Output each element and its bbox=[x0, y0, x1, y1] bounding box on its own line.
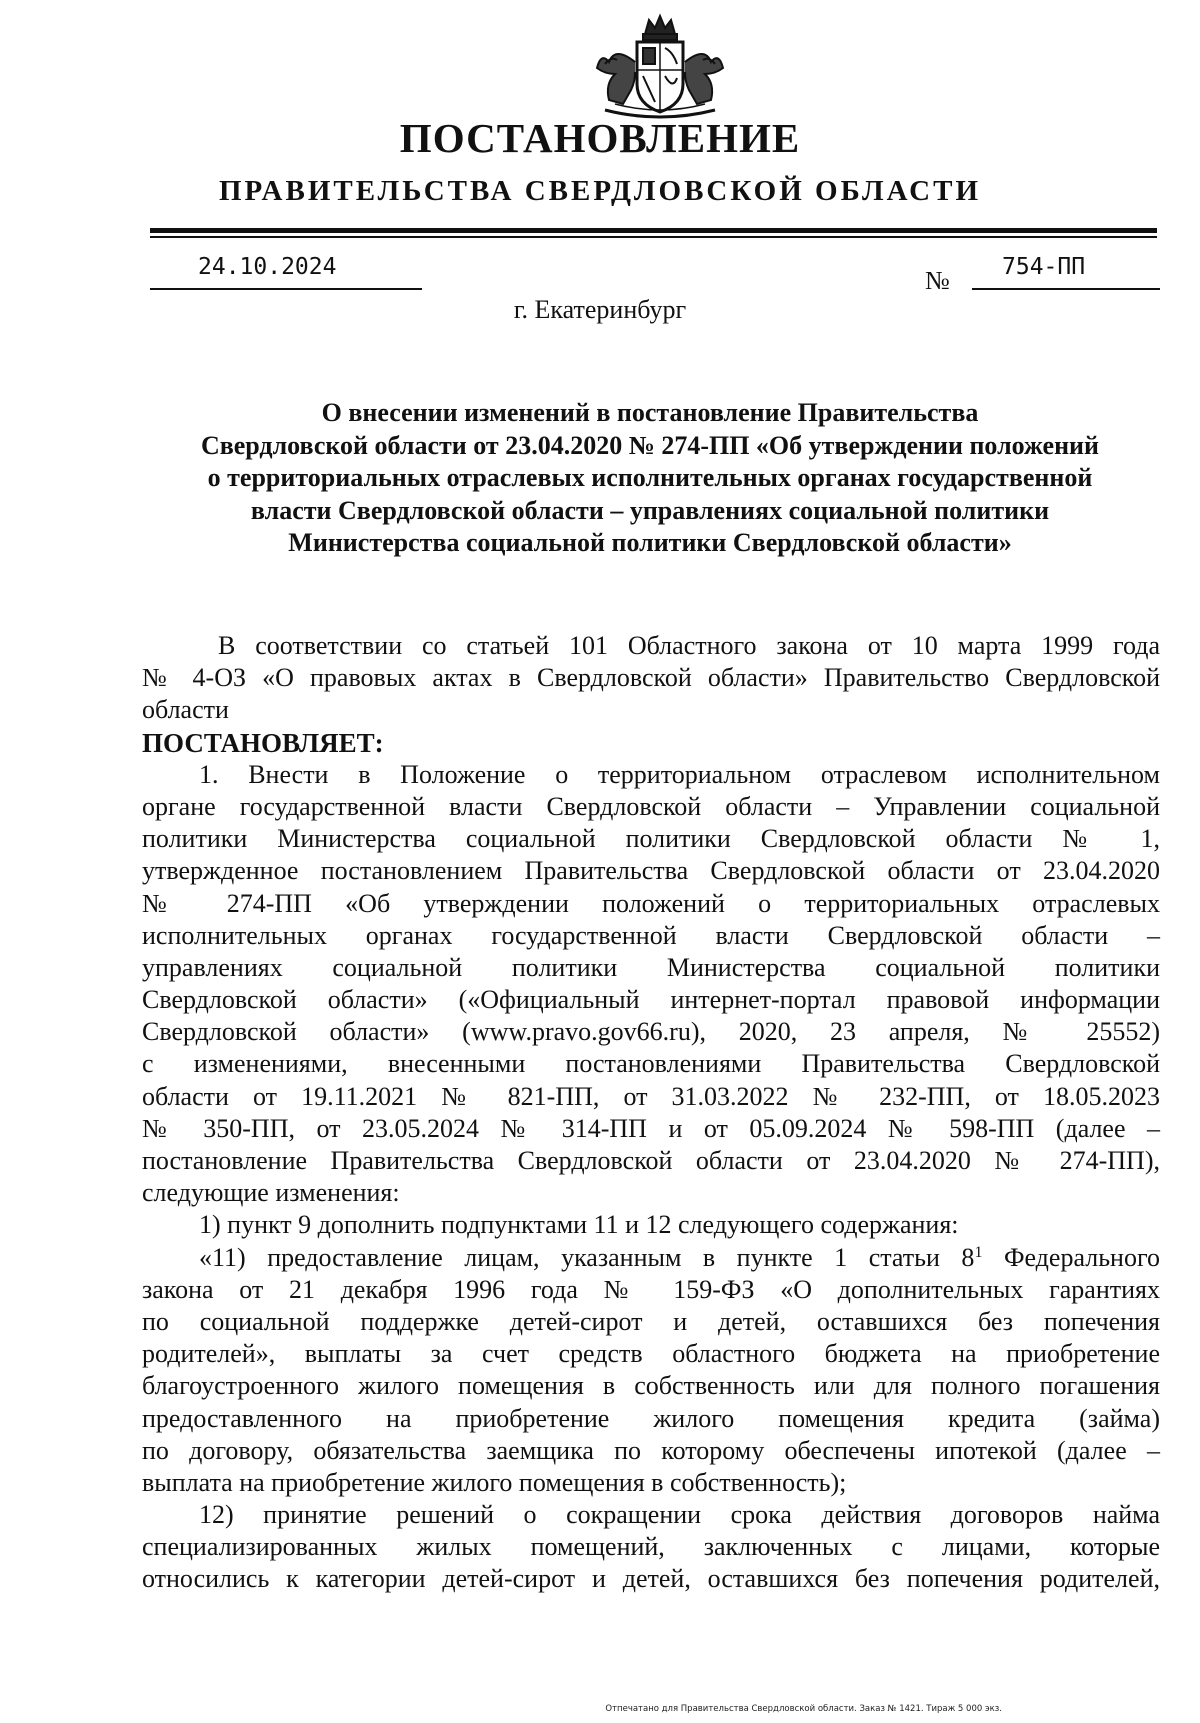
subitem1-line: 1) пункт 9 дополнить подпунктами 11 и 12 следующего содержания: bbox=[199, 1210, 959, 1240]
item1-line: 1. Внести в Положение о территориальном отраслевом исполнительном bbox=[199, 759, 1160, 789]
heading-line: Свердловской области от 23.04.2020 № 274-ПП «Об утверждении положений bbox=[200, 430, 1100, 460]
document-title: ПОСТАНОВЛЕНИЕ bbox=[399, 115, 801, 161]
subitem11-text: Федерального bbox=[982, 1242, 1160, 1272]
item1-line: исполнительных органах государственной власти Свердловской области – bbox=[142, 920, 1160, 950]
item1-line: следующие изменения: bbox=[142, 1178, 400, 1208]
item1-line: с изменениями, внесенными постановлениями Правительства Свердловской bbox=[142, 1049, 1160, 1079]
preamble-line: области bbox=[142, 695, 229, 725]
item1-line: Свердловской области» (www.pravo.gov66.ru), 2020, 23 апреля, № 25552) bbox=[142, 1017, 1160, 1047]
item1-line: Свердловской области» («Официальный интернет-портал правовой информации bbox=[142, 985, 1160, 1015]
number-underline bbox=[972, 288, 1160, 290]
date-underline bbox=[150, 288, 422, 290]
item1-line: № 274-ПП «Об утверждении положений о территориальных отраслевых bbox=[142, 888, 1160, 918]
item1-line: управлениях социальной политики Министерства социальной политики bbox=[142, 952, 1160, 982]
subitem11-line: по социальной поддержке детей-сирот и детей, оставшихся без попечения bbox=[142, 1306, 1160, 1336]
header-divider-thick bbox=[150, 228, 1157, 233]
subitem11-text: «11) предоставление лицам, указанным в пункте 1 статьи 8 bbox=[199, 1242, 975, 1272]
subitem12-line: 12) принятие решений о сокращении срока действия договоров найма bbox=[199, 1500, 1160, 1530]
subitem11-first-line bbox=[142, 1242, 1160, 1274]
header-divider-thin bbox=[150, 236, 1157, 238]
item1-line: № 350-ПП, от 23.05.2024 № 314-ПП и от 05.09.2024 № 598-ПП (далее – bbox=[142, 1113, 1160, 1143]
item1-line: политики Министерства социальной политики Свердловской области № 1, bbox=[142, 824, 1160, 854]
item1-line: органе государственной власти Свердловской области – Управлении социальной bbox=[142, 791, 1160, 821]
document-subtitle: ПРАВИТЕЛЬСТВА СВЕРДЛОВСКОЙ ОБЛАСТИ bbox=[218, 175, 982, 207]
preamble-line: В соответствии со статьей 101 Областного закона от 10 марта 1999 года bbox=[218, 631, 1160, 660]
subitem11-line: по договору, обязательства заемщика по которому обеспечены ипотекой (далее – bbox=[142, 1435, 1160, 1465]
decree-heading bbox=[140, 397, 1160, 560]
subitem11-line: выплата на приобретение жилого помещения в собственность); bbox=[142, 1467, 847, 1497]
city-name: г. Екатеринбург bbox=[513, 295, 687, 324]
number-sign: № bbox=[925, 266, 950, 295]
decree-number: 754-ПП bbox=[1002, 254, 1086, 280]
article-superscript: 1 bbox=[974, 1243, 983, 1261]
decree-word: ПОСТАНОВЛЯЕТ: bbox=[142, 727, 384, 758]
subitem11-line: закона от 21 декабря 1996 года № 159-ФЗ «О дополнительных гарантиях bbox=[142, 1274, 1160, 1304]
heading-line: о территориальных отраслевых исполнительных органах государственной bbox=[207, 463, 1093, 492]
item1-line: области от 19.11.2021 № 821-ПП, от 31.03.2022 № 232-ПП, от 18.05.2023 bbox=[142, 1081, 1160, 1111]
item1-line: утвержденное постановлением Правительства Свердловской области от 23.04.2020 bbox=[142, 856, 1160, 886]
print-footer: Отпечатано для Правительства Свердловской области. Заказ № 1421. Тираж 5 000 экз. bbox=[605, 1704, 1002, 1714]
item1-line: постановление Правительства Свердловской области от 23.04.2020 № 274-ПП), bbox=[142, 1146, 1160, 1175]
subitem11-line: родителей», выплаты за счет средств областного бюджета на приобретение bbox=[142, 1339, 1160, 1369]
document-body bbox=[142, 630, 1160, 1596]
heading-line: власти Свердловской области – управлениях социальной политики bbox=[250, 495, 1050, 525]
decree-date: 24.10.2024 bbox=[198, 254, 337, 280]
coat-of-arms-icon bbox=[575, 12, 745, 124]
preamble-line: № 4-ОЗ «О правовых актах в Свердловской области» Правительство Свердловской bbox=[142, 663, 1160, 693]
subitem11-line: благоустроенного жилого помещения в собственность или для полного погашения bbox=[142, 1371, 1160, 1401]
subitem11-line: предоставленного на приобретение жилого помещения кредита (займа) bbox=[142, 1403, 1160, 1433]
heading-line: Министерства социальной политики Свердловской области» bbox=[288, 528, 1012, 557]
heading-line: О внесении изменений в постановление Правительства bbox=[321, 398, 979, 427]
subitem12-line: относились к категории детей-сирот и детей, оставшихся без попечения родителей, bbox=[142, 1564, 1160, 1594]
subitem12-line: специализированных жилых помещений, заключенных с лицами, которые bbox=[142, 1532, 1160, 1562]
